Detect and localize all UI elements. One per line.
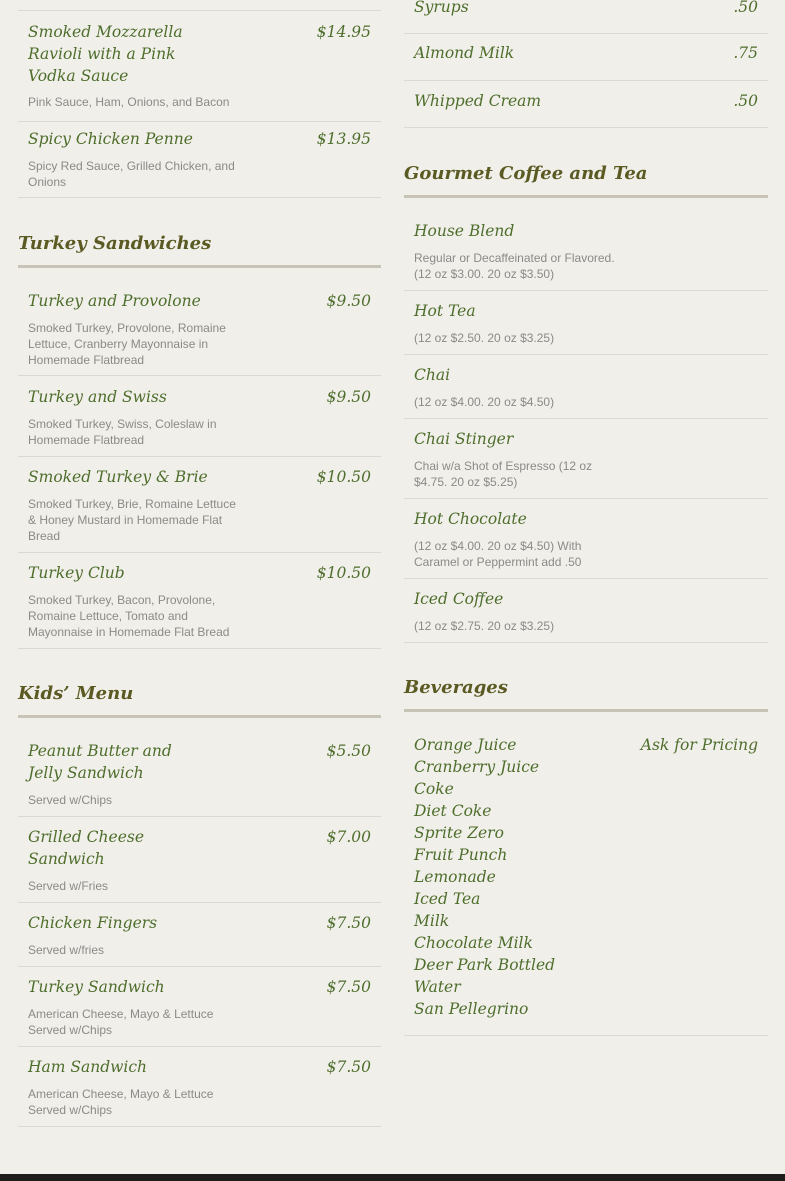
item-price: Ask for Pricing <box>640 736 758 754</box>
menu-item <box>18 11 381 122</box>
item-price: $7.00 <box>326 828 371 846</box>
item-name: Chicken Fingers <box>28 914 158 932</box>
beverage-item: Fruit Punch <box>414 846 508 864</box>
menu-item <box>18 376 381 457</box>
section-title-turkey: Turkey Sandwiches <box>18 233 212 254</box>
beverage-item: Orange Juice <box>414 736 517 754</box>
item-price: $14.95 <box>316 23 371 41</box>
beverage-item: Cranberry Juice <box>414 758 540 776</box>
item-description: Smoked Turkey, Bacon, Provolone, Romaine Lettuce, Tomato and Mayonnaise in Homemade Flat Bread <box>28 593 230 639</box>
footer-bar <box>0 1174 785 1181</box>
menu-item <box>404 419 768 499</box>
section-title-kids: Kids’ Menu <box>18 683 134 704</box>
menu-item <box>18 279 381 376</box>
item-description: (12 oz $2.75. 20 oz $3.25) <box>414 619 555 633</box>
item-description: American Cheese, Mayo & Lettuce Served w/Chips <box>28 1087 214 1117</box>
item-description: Served w/Fries <box>28 879 109 893</box>
beverage-item: Coke <box>414 780 454 798</box>
menu-item <box>18 967 381 1047</box>
item-description: Smoked Turkey, Swiss, Coleslaw in Homemade Flatbread <box>28 417 217 447</box>
item-description: Smoked Turkey, Brie, Romaine Lettuce & Honey Mustard in Homemade Flat Bread <box>28 497 236 543</box>
item-price: $9.50 <box>326 292 371 310</box>
menu-item <box>18 1047 381 1127</box>
menu-item <box>404 499 768 579</box>
item-price: $5.50 <box>326 742 371 760</box>
section-divider <box>18 265 381 268</box>
beverage-item: Chocolate Milk <box>414 934 533 952</box>
beverage-list <box>404 723 768 1036</box>
item-description: (12 oz $4.00. 20 oz $4.50) With Caramel or Peppermint add .50 <box>414 539 582 569</box>
beverage-item: Diet Coke <box>414 802 492 820</box>
item-name: Spicy Chicken Penne <box>28 130 193 148</box>
item-price: .50 <box>733 92 758 110</box>
item-name: House Blend <box>414 222 515 240</box>
section-title-beverages: Beverages <box>404 677 508 698</box>
beverage-item: Iced Tea <box>414 890 481 908</box>
addon-item <box>404 81 768 128</box>
menu-item <box>18 122 381 198</box>
item-name: Iced Coffee <box>414 590 504 608</box>
item-description: Served w/fries <box>28 943 105 957</box>
beverage-item: Sprite Zero <box>414 824 504 842</box>
item-name: Chai <box>414 366 451 384</box>
addon-item <box>404 34 768 81</box>
item-name: Grilled Cheese Sandwich <box>28 828 145 868</box>
item-description: Regular or Decaffeinated or Flavored. (12 oz $3.00. 20 oz $3.50) <box>414 251 615 281</box>
menu-item <box>18 903 381 967</box>
item-name: Turkey Club <box>28 564 125 582</box>
menu-item <box>18 457 381 553</box>
item-price: .50 <box>733 0 758 16</box>
beverage-item: San Pellegrino <box>414 1000 529 1018</box>
item-price: .75 <box>733 44 758 62</box>
item-name: Turkey and Swiss <box>28 388 167 406</box>
menu-item <box>404 355 768 419</box>
item-description: (12 oz $2.50. 20 oz $3.25) <box>414 331 555 345</box>
item-description: (12 oz $4.00. 20 oz $4.50) <box>414 395 555 409</box>
addon-item <box>404 0 768 34</box>
item-name: Smoked Mozzarella Ravioli with a Pink Vodka Sauce <box>28 23 183 85</box>
item-price: $10.50 <box>316 468 371 486</box>
item-description: American Cheese, Mayo & Lettuce Served w/Chips <box>28 1007 214 1037</box>
menu-item <box>18 729 381 817</box>
item-name: Almond Milk <box>414 44 515 62</box>
menu-item <box>404 209 768 291</box>
item-name: Ham Sandwich <box>28 1058 148 1076</box>
item-description: Smoked Turkey, Provolone, Romaine Lettuce, Cranberry Mayonnaise in Homemade Flatbread <box>28 321 226 367</box>
item-price: $10.50 <box>316 564 371 582</box>
beverage-item: Lemonade <box>414 868 496 886</box>
item-description: Served w/Chips <box>28 793 113 807</box>
beverage-item: Milk <box>414 912 450 930</box>
section-divider <box>18 715 381 718</box>
menu-item <box>404 291 768 355</box>
item-name: Turkey Sandwich <box>28 978 165 996</box>
item-price: $9.50 <box>326 388 371 406</box>
item-description: Spicy Red Sauce, Grilled Chicken, and Onions <box>28 159 235 189</box>
section-divider <box>404 195 768 198</box>
item-description: Pink Sauce, Ham, Onions, and Bacon <box>28 95 230 109</box>
menu-item <box>18 817 381 903</box>
item-name: Smoked Turkey & Brie <box>28 468 208 486</box>
section-divider <box>404 709 768 712</box>
item-name: Whipped Cream <box>414 92 542 110</box>
menu-item <box>18 553 381 649</box>
section-title-coffee: Gourmet Coffee and Tea <box>404 163 648 184</box>
item-name: Hot Chocolate <box>414 510 527 528</box>
item-name: Hot Tea <box>414 302 476 320</box>
item-description: Chai w/a Shot of Espresso (12 oz $4.75. 20 oz $5.25) <box>414 459 593 489</box>
item-price: $7.50 <box>326 914 371 932</box>
item-price: $7.50 <box>326 1058 371 1076</box>
item-name: Syrups <box>414 0 469 16</box>
menu-item <box>404 579 768 643</box>
item-name: Turkey and Provolone <box>28 292 201 310</box>
item-name: Peanut Butter and Jelly Sandwich <box>28 742 172 782</box>
item-price: $13.95 <box>316 130 371 148</box>
beverage-item: Deer Park Bottled Water <box>414 956 556 996</box>
item-price: $7.50 <box>326 978 371 996</box>
item-name: Chai Stinger <box>414 430 514 448</box>
